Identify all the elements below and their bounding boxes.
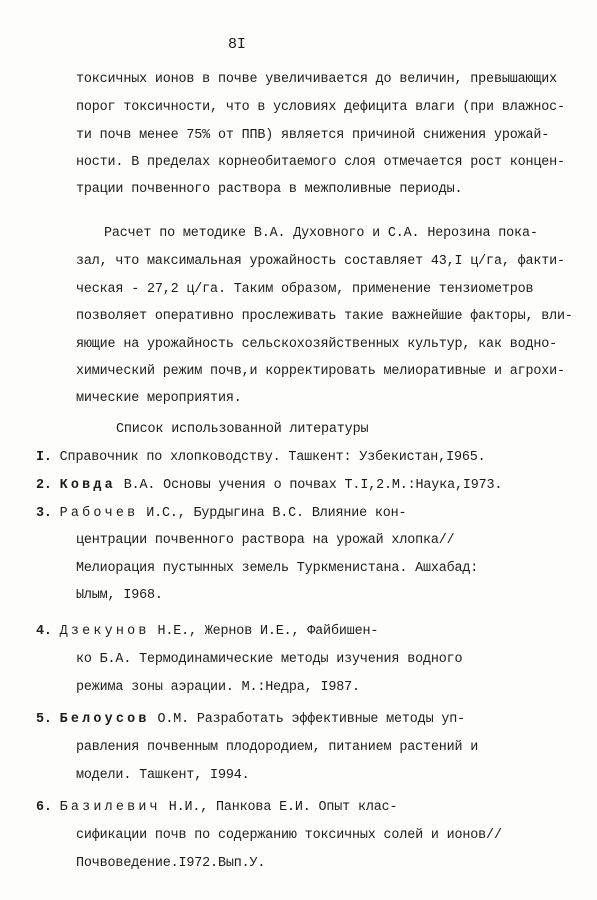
paragraph2-line: Расчет по методике В.А. Духовного и С.А. Нерозина пока- — [104, 226, 538, 241]
reference-text: сификации почв по содержанию токсичных солей и ионов// — [76, 828, 502, 843]
paragraph1-line: порог токсичности, что в условиях дефицита влаги (при влажнос- — [76, 100, 565, 115]
reference-item — [36, 624, 378, 639]
reference-text: модели. Ташкент, I994. — [76, 768, 250, 783]
reference-number: I. — [36, 450, 52, 465]
reference-text: И.С., Бурдыгина В.С. Влияние кон- — [146, 506, 407, 521]
reference-text: О.М. Разработать эффективные методы уп- — [157, 712, 465, 727]
reference-text: центрации почвенного раствора на урожай хлопка// — [76, 533, 455, 548]
reference-text: В.А. Основы учения о почвах Т.I,2.М.:Наука,I973. — [123, 478, 503, 493]
paragraph1-line: ти почв менее 75% от ППВ) является причиной снижения урожай- — [76, 128, 550, 143]
paragraph1-line: токсичных ионов в почве увеличивается до величин, превышающих — [76, 72, 558, 87]
reference-text: Справочник по хлопководству. Ташкент: Узбекистан,I965. — [59, 450, 486, 465]
reference-author: Базилевич — [59, 800, 161, 815]
reference-text: Н.Е., Жернов И.Е., Файбишен- — [157, 624, 379, 639]
paragraph2-line: химический режим почв,и корректировать мелиоративные и агрохи- — [76, 364, 565, 379]
paragraph2-line: зал, что максимальная урожайность составляет 43,I ц/га, факти- — [76, 254, 565, 269]
reference-author: Рабочев — [59, 506, 139, 521]
reference-author: Ковда — [59, 478, 116, 493]
reference-number: 5. — [36, 712, 52, 727]
paragraph1-line: трации почвенного раствора в межполивные периоды. — [76, 182, 463, 197]
reference-text: Мелиорация пустынных земель Туркменистана. Ашхабад: — [76, 561, 479, 576]
reference-text: Почвоведение.I972.Вып.У. — [76, 856, 266, 871]
reference-item — [36, 450, 486, 465]
reference-item — [36, 712, 465, 727]
reference-text: режима зоны аэрации. М.:Недра, I987. — [76, 680, 360, 695]
reference-number: 4. — [36, 624, 52, 639]
reference-item — [36, 506, 406, 521]
reference-author: Дзекунов — [59, 624, 150, 639]
reference-number: 6. — [36, 800, 52, 815]
paragraph2-line: яющие на урожайность сельскохозяйственных культур, как водно- — [76, 337, 558, 352]
paragraph2-line: ческая - 27,2 ц/га. Таким образом, применение тензиометров — [76, 282, 534, 297]
page-number: 8I — [228, 36, 246, 53]
paragraph2-line: мические мероприятия. — [76, 391, 242, 406]
reference-text: Ылым, I968. — [76, 588, 163, 603]
paragraph2-line: позволяет оперативно прослеживать такие важнейшие факторы, вли- — [76, 309, 573, 324]
reference-number: 2. — [36, 478, 52, 493]
reference-text: ко Б.А. Термодинамические методы изучения водного — [76, 652, 463, 667]
reference-text: равления почвенным плодородием, питанием растений и — [76, 740, 479, 755]
reference-number: 3. — [36, 506, 52, 521]
reference-text: Н.И., Панкова Е.И. Опыт клас- — [168, 800, 398, 815]
references-title: Список использованной литературы — [116, 422, 369, 437]
reference-item — [36, 478, 502, 493]
paragraph1-line: ности. В пределах корнеобитаемого слоя отмечается рост концен- — [76, 155, 565, 170]
reference-item — [36, 800, 397, 815]
reference-author: Белоусов — [59, 712, 150, 727]
